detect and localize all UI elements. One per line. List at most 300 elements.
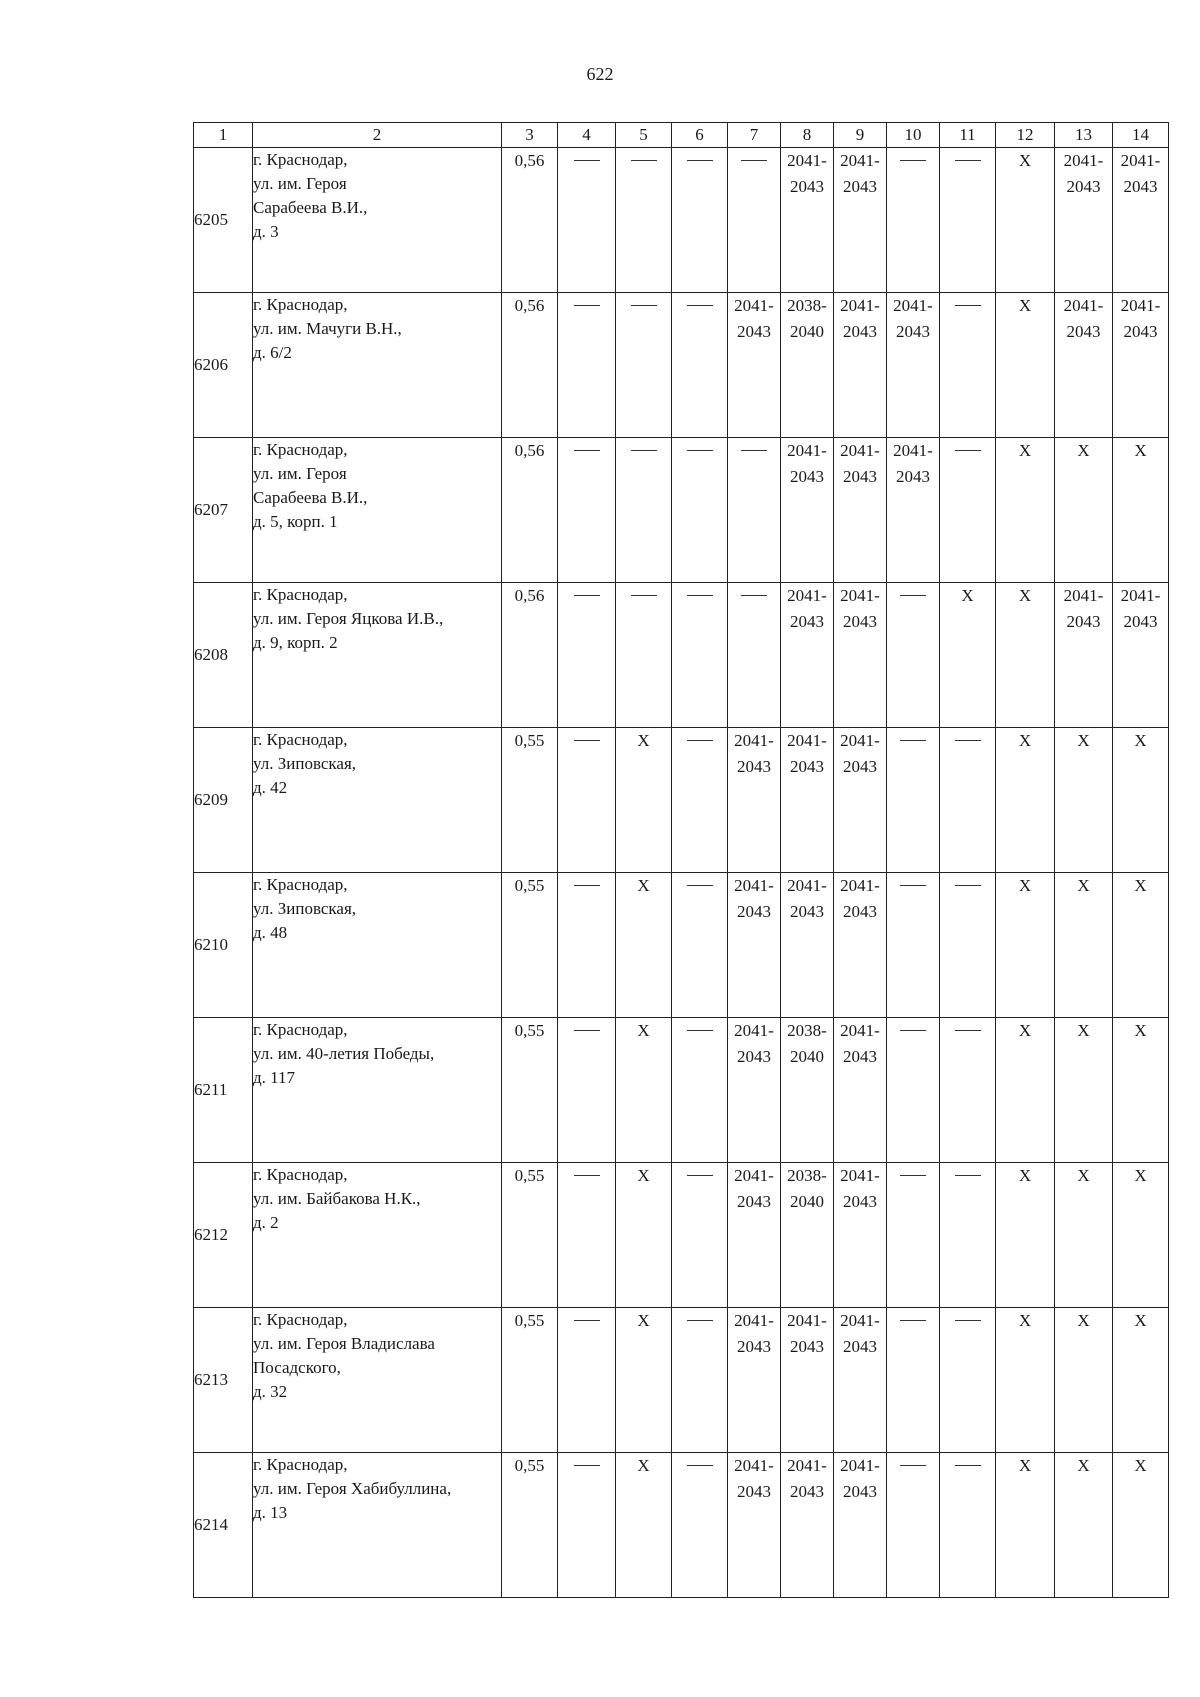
- mark-cell-col-11: X: [940, 583, 996, 728]
- mark-cell-col-12: X: [996, 873, 1055, 1018]
- empty-dash-cell-col-6: [672, 583, 728, 728]
- mark-cell-col-12: X: [996, 1163, 1055, 1308]
- mark-cell-col-13: X: [1055, 438, 1113, 583]
- mark-cell-col-12: X: [996, 293, 1055, 438]
- year-range-cell-col-14: [1113, 148, 1169, 293]
- year-range-cell-col-7: [728, 1018, 781, 1163]
- dash-mark: [574, 450, 600, 451]
- year-part: 2041-: [840, 441, 880, 460]
- dash-mark: [900, 740, 926, 741]
- empty-dash-cell-col-6: [672, 1163, 728, 1308]
- address-line: д. 32: [253, 1382, 288, 1401]
- column-header-10: 10: [887, 123, 940, 148]
- year-range-cell-col-8: [781, 293, 834, 438]
- mark-cell-col-14: X: [1113, 1018, 1169, 1163]
- dash-mark: [687, 885, 713, 886]
- dash-mark: [955, 740, 981, 741]
- year-part: 2043: [1123, 177, 1158, 196]
- column-header-12: 12: [996, 123, 1055, 148]
- dash-mark: [900, 595, 926, 596]
- year-range-cell-col-14: [1113, 583, 1169, 728]
- year-range-cell-col-9: [834, 873, 887, 1018]
- empty-dash-cell-col-5: [616, 438, 672, 583]
- address-line: д. 48: [253, 923, 288, 942]
- mark-cell-col-13: X: [1055, 1018, 1113, 1163]
- row-number: 6210: [194, 873, 253, 1018]
- address-cell: [253, 1163, 502, 1308]
- year-part: 2041-: [1120, 151, 1161, 170]
- address-line: ул. им. Героя Владислава: [253, 1334, 435, 1353]
- address-line: Сарабеева В.И.,: [253, 198, 368, 217]
- dash-mark: [574, 885, 600, 886]
- year-part: 2043: [896, 322, 930, 341]
- column-header-7: 7: [728, 123, 781, 148]
- dash-mark: [687, 305, 713, 306]
- year-range-cell-col-9: [834, 1163, 887, 1308]
- row-number: 6205: [194, 148, 253, 293]
- column-header-5: 5: [616, 123, 672, 148]
- year-part: 2041-: [734, 876, 774, 895]
- year-part: 2041-: [787, 441, 827, 460]
- table-row: [194, 148, 1169, 293]
- dash-mark: [687, 1030, 713, 1031]
- year-range-cell-col-8: [781, 873, 834, 1018]
- mark-cell-col-13: X: [1055, 1308, 1113, 1453]
- mark-cell-col-5: X: [616, 1308, 672, 1453]
- empty-dash-cell-col-6: [672, 293, 728, 438]
- table-row: [194, 1163, 1169, 1308]
- year-range-cell-col-8: [781, 728, 834, 873]
- year-part: 2043: [790, 902, 824, 921]
- year-part: 2041-: [787, 586, 827, 605]
- empty-dash-cell-col-4: [558, 438, 616, 583]
- mark-cell-col-14: X: [1113, 728, 1169, 873]
- year-part: 2043: [843, 177, 877, 196]
- dash-mark: [574, 1465, 600, 1466]
- dash-mark: [741, 160, 767, 161]
- empty-dash-cell-col-11: [940, 1163, 996, 1308]
- year-range-cell-col-8: [781, 1453, 834, 1598]
- year-part: 2043: [843, 1047, 877, 1066]
- row-number: 6214: [194, 1453, 253, 1598]
- coefficient-cell: 0,56: [502, 148, 558, 293]
- dash-mark: [687, 1175, 713, 1176]
- mark-cell-col-12: X: [996, 148, 1055, 293]
- year-part: 2043: [737, 322, 771, 341]
- mark-cell-col-12: X: [996, 1018, 1055, 1163]
- empty-dash-cell-col-10: [887, 873, 940, 1018]
- year-part: 2043: [1123, 612, 1158, 631]
- address-line: ул. им. 40-летия Победы,: [253, 1044, 435, 1063]
- year-part: 2038-: [787, 296, 827, 315]
- mark-cell-col-14: X: [1113, 1163, 1169, 1308]
- address-line: г. Краснодар,: [253, 730, 348, 749]
- empty-dash-cell-col-11: [940, 1453, 996, 1598]
- year-range-cell-col-8: [781, 1163, 834, 1308]
- mark-cell-col-12: X: [996, 438, 1055, 583]
- year-part: 2043: [843, 902, 877, 921]
- dash-mark: [955, 160, 981, 161]
- year-part: 2040: [790, 1047, 824, 1066]
- empty-dash-cell-col-4: [558, 293, 616, 438]
- year-part: 2041-: [734, 1311, 774, 1330]
- year-range-cell-col-14: [1113, 293, 1169, 438]
- column-header-6: 6: [672, 123, 728, 148]
- year-part: 2043: [843, 1192, 877, 1211]
- coefficient-cell: 0,55: [502, 728, 558, 873]
- year-range-cell-col-8: [781, 438, 834, 583]
- address-line: г. Краснодар,: [253, 150, 348, 169]
- address-cell: [253, 438, 502, 583]
- mark-cell-col-14: X: [1113, 1308, 1169, 1453]
- address-line: г. Краснодар,: [253, 1165, 348, 1184]
- address-cell: [253, 873, 502, 1018]
- year-part: 2043: [843, 467, 877, 486]
- dash-mark: [687, 1320, 713, 1321]
- year-range-cell-col-8: [781, 148, 834, 293]
- year-range-cell-col-9: [834, 148, 887, 293]
- column-header-14: 14: [1113, 123, 1169, 148]
- row-number: 6211: [194, 1018, 253, 1163]
- address-line: г. Краснодар,: [253, 1020, 348, 1039]
- year-range-cell-col-9: [834, 1453, 887, 1598]
- year-range-cell-col-9: [834, 728, 887, 873]
- year-range-cell-col-7: [728, 728, 781, 873]
- year-part: 2043: [737, 1482, 771, 1501]
- empty-dash-cell-col-11: [940, 1308, 996, 1453]
- empty-dash-cell-col-4: [558, 1453, 616, 1598]
- coefficient-cell: 0,56: [502, 583, 558, 728]
- year-part: 2041-: [787, 876, 827, 895]
- dash-mark: [631, 305, 657, 306]
- table-row: [194, 583, 1169, 728]
- empty-dash-cell-col-4: [558, 1308, 616, 1453]
- empty-dash-cell-col-11: [940, 438, 996, 583]
- empty-dash-cell-col-6: [672, 438, 728, 583]
- year-range-cell-col-13: [1055, 293, 1113, 438]
- address-line: ул. Зиповская,: [253, 754, 357, 773]
- address-line: ул. им. Героя Хабибуллина,: [253, 1479, 452, 1498]
- year-part: 2041-: [840, 731, 880, 750]
- year-part: 2043: [843, 612, 877, 631]
- page-number: 622: [586, 64, 614, 84]
- row-number: 6208: [194, 583, 253, 728]
- mark-cell-col-12: X: [996, 1453, 1055, 1598]
- dash-mark: [900, 160, 926, 161]
- address-line: ул. им. Героя Яцкова И.В.,: [253, 609, 444, 628]
- dash-mark: [574, 1320, 600, 1321]
- year-part: 2041-: [1120, 296, 1161, 315]
- year-part: 2043: [737, 1047, 771, 1066]
- empty-dash-cell-col-11: [940, 728, 996, 873]
- dash-mark: [955, 450, 981, 451]
- coefficient-cell: 0,56: [502, 438, 558, 583]
- address-line: г. Краснодар,: [253, 1455, 348, 1474]
- year-part: 2041-: [840, 586, 880, 605]
- empty-dash-cell-col-6: [672, 1453, 728, 1598]
- dash-mark: [574, 305, 600, 306]
- dash-mark: [574, 1175, 600, 1176]
- dash-mark: [955, 885, 981, 886]
- mark-cell-col-12: X: [996, 728, 1055, 873]
- address-cell: [253, 1453, 502, 1598]
- year-range-cell-col-10: [887, 438, 940, 583]
- table-body: [194, 148, 1169, 1598]
- coefficient-cell: 0,55: [502, 1163, 558, 1308]
- year-part: 2043: [737, 902, 771, 921]
- address-cell: [253, 728, 502, 873]
- address-line: д. 9, корп. 2: [253, 633, 338, 652]
- address-cell: [253, 148, 502, 293]
- empty-dash-cell-col-10: [887, 728, 940, 873]
- mark-cell-col-14: X: [1113, 438, 1169, 583]
- address-line: г. Краснодар,: [253, 875, 348, 894]
- dash-mark: [955, 1320, 981, 1321]
- row-number: 6213: [194, 1308, 253, 1453]
- year-part: 2041-: [787, 1456, 827, 1475]
- year-range-cell-col-13: [1055, 583, 1113, 728]
- year-part: 2043: [737, 1337, 771, 1356]
- address-line: Посадского,: [253, 1358, 341, 1377]
- year-range-cell-col-8: [781, 1308, 834, 1453]
- empty-dash-cell-col-10: [887, 1453, 940, 1598]
- column-header-1: 1: [194, 123, 253, 148]
- mark-cell-col-12: X: [996, 1308, 1055, 1453]
- table-row: [194, 873, 1169, 1018]
- year-range-cell-col-9: [834, 1018, 887, 1163]
- empty-dash-cell-col-6: [672, 873, 728, 1018]
- empty-dash-cell-col-7: [728, 583, 781, 728]
- address-line: д. 2: [253, 1213, 279, 1232]
- address-cell: [253, 583, 502, 728]
- year-part: 2041-: [840, 296, 880, 315]
- year-part: 2041-: [787, 151, 827, 170]
- address-cell: [253, 293, 502, 438]
- coefficient-cell: 0,55: [502, 873, 558, 1018]
- row-number: 6206: [194, 293, 253, 438]
- year-part: 2041-: [840, 876, 880, 895]
- coefficient-cell: 0,55: [502, 1308, 558, 1453]
- table-row: [194, 1453, 1169, 1598]
- empty-dash-cell-col-6: [672, 148, 728, 293]
- year-part: 2041-: [1120, 586, 1161, 605]
- address-line: г. Краснодар,: [253, 1310, 348, 1329]
- row-number: 6207: [194, 438, 253, 583]
- dash-mark: [741, 595, 767, 596]
- column-header-2: 2: [253, 123, 502, 148]
- empty-dash-cell-col-4: [558, 1163, 616, 1308]
- address-line: ул. Зиповская,: [253, 899, 357, 918]
- dash-mark: [900, 1030, 926, 1031]
- year-part: 2043: [737, 1192, 771, 1211]
- address-line: ул. им. Героя: [253, 174, 347, 193]
- coefficient-cell: 0,55: [502, 1453, 558, 1598]
- empty-dash-cell-col-10: [887, 583, 940, 728]
- empty-dash-cell-col-4: [558, 728, 616, 873]
- empty-dash-cell-col-5: [616, 148, 672, 293]
- year-part: 2043: [896, 467, 930, 486]
- year-part: 2041-: [787, 1311, 827, 1330]
- table-row: [194, 1308, 1169, 1453]
- address-line: д. 5, корп. 1: [253, 512, 338, 531]
- address-line: г. Краснодар,: [253, 440, 348, 459]
- empty-dash-cell-col-5: [616, 583, 672, 728]
- dash-mark: [955, 1175, 981, 1176]
- year-part: 2043: [790, 177, 824, 196]
- empty-dash-cell-col-4: [558, 583, 616, 728]
- year-part: 2040: [790, 1192, 824, 1211]
- year-part: 2038-: [787, 1021, 827, 1040]
- column-header-11: 11: [940, 123, 996, 148]
- address-cell: [253, 1308, 502, 1453]
- mark-cell-col-5: X: [616, 1018, 672, 1163]
- dash-mark: [574, 160, 600, 161]
- year-part: 2041-: [734, 1456, 774, 1475]
- year-range-cell-col-9: [834, 293, 887, 438]
- mark-cell-col-13: X: [1055, 1163, 1113, 1308]
- table-row: [194, 293, 1169, 438]
- year-part: 2043: [790, 1482, 824, 1501]
- dash-mark: [900, 1320, 926, 1321]
- dash-mark: [955, 305, 981, 306]
- year-part: 2043: [790, 612, 824, 631]
- year-range-cell-col-7: [728, 873, 781, 1018]
- empty-dash-cell-col-11: [940, 873, 996, 1018]
- address-line: д. 3: [253, 222, 279, 241]
- year-part: 2041-: [734, 1021, 774, 1040]
- dash-mark: [631, 595, 657, 596]
- empty-dash-cell-col-5: [616, 293, 672, 438]
- mark-cell-col-5: X: [616, 873, 672, 1018]
- empty-dash-cell-col-7: [728, 438, 781, 583]
- year-part: 2043: [790, 1337, 824, 1356]
- year-part: 2043: [790, 467, 824, 486]
- column-header-3: 3: [502, 123, 558, 148]
- dash-mark: [687, 1465, 713, 1466]
- table-row: [194, 728, 1169, 873]
- year-part: 2043: [1066, 322, 1101, 341]
- year-part: 2043: [843, 1482, 877, 1501]
- empty-dash-cell-col-11: [940, 1018, 996, 1163]
- mark-cell-col-13: X: [1055, 728, 1113, 873]
- year-part: 2041-: [1063, 586, 1104, 605]
- empty-dash-cell-col-11: [940, 293, 996, 438]
- year-part: 2041-: [734, 296, 774, 315]
- mark-cell-col-5: X: [616, 728, 672, 873]
- year-part: 2041-: [893, 441, 933, 460]
- year-part: 2038-: [787, 1166, 827, 1185]
- address-cell: [253, 1018, 502, 1163]
- address-line: г. Краснодар,: [253, 585, 348, 604]
- column-header-13: 13: [1055, 123, 1113, 148]
- year-part: 2043: [737, 757, 771, 776]
- column-header-4: 4: [558, 123, 616, 148]
- mark-cell-col-13: X: [1055, 1453, 1113, 1598]
- dash-mark: [955, 1465, 981, 1466]
- table-row: [194, 438, 1169, 583]
- dash-mark: [900, 1175, 926, 1176]
- dash-mark: [687, 740, 713, 741]
- year-range-cell-col-7: [728, 1163, 781, 1308]
- year-part: 2041-: [1063, 296, 1104, 315]
- year-part: 2041-: [893, 296, 933, 315]
- dash-mark: [574, 1030, 600, 1031]
- year-range-cell-col-9: [834, 1308, 887, 1453]
- dash-mark: [687, 595, 713, 596]
- address-line: ул. им. Героя: [253, 464, 347, 483]
- address-line: г. Краснодар,: [253, 295, 348, 314]
- year-part: 2043: [1066, 612, 1101, 631]
- year-part: 2043: [1123, 322, 1158, 341]
- year-range-cell-col-8: [781, 583, 834, 728]
- empty-dash-cell-col-10: [887, 1308, 940, 1453]
- year-part: 2041-: [840, 1021, 880, 1040]
- row-number: 6209: [194, 728, 253, 873]
- address-line: ул. им. Байбакова Н.К.,: [253, 1189, 421, 1208]
- dash-mark: [741, 450, 767, 451]
- year-part: 2043: [1066, 177, 1101, 196]
- year-part: 2041-: [734, 1166, 774, 1185]
- dash-mark: [574, 740, 600, 741]
- year-part: 2043: [790, 757, 824, 776]
- dash-mark: [900, 885, 926, 886]
- year-range-cell-col-9: [834, 583, 887, 728]
- empty-dash-cell-col-6: [672, 1018, 728, 1163]
- column-header-8: 8: [781, 123, 834, 148]
- coefficient-cell: 0,55: [502, 1018, 558, 1163]
- table-row: [194, 1018, 1169, 1163]
- year-range-cell-col-7: [728, 1453, 781, 1598]
- address-line: Сарабеева В.И.,: [253, 488, 368, 507]
- year-range-cell-col-7: [728, 1308, 781, 1453]
- address-line: д. 42: [253, 778, 288, 797]
- header-row: [194, 123, 1169, 148]
- register-table: [193, 122, 1169, 1598]
- year-part: 2043: [843, 757, 877, 776]
- year-range-cell-col-9: [834, 438, 887, 583]
- empty-dash-cell-col-10: [887, 1163, 940, 1308]
- column-header-9: 9: [834, 123, 887, 148]
- year-part: 2041-: [840, 1166, 880, 1185]
- empty-dash-cell-col-4: [558, 148, 616, 293]
- dash-mark: [631, 450, 657, 451]
- year-part: 2041-: [787, 731, 827, 750]
- year-part: 2043: [843, 322, 877, 341]
- empty-dash-cell-col-4: [558, 1018, 616, 1163]
- mark-cell-col-5: X: [616, 1453, 672, 1598]
- empty-dash-cell-col-11: [940, 148, 996, 293]
- mark-cell-col-5: X: [616, 1163, 672, 1308]
- year-part: 2041-: [1063, 151, 1104, 170]
- year-part: 2041-: [840, 1456, 880, 1475]
- dash-mark: [900, 1465, 926, 1466]
- year-range-cell-col-8: [781, 1018, 834, 1163]
- address-line: д. 6/2: [253, 343, 292, 362]
- dash-mark: [631, 160, 657, 161]
- dash-mark: [687, 450, 713, 451]
- address-line: ул. им. Мачуги В.Н.,: [253, 319, 402, 338]
- row-number: 6212: [194, 1163, 253, 1308]
- mark-cell-col-14: X: [1113, 1453, 1169, 1598]
- dash-mark: [687, 160, 713, 161]
- empty-dash-cell-col-4: [558, 873, 616, 1018]
- year-range-cell-col-10: [887, 293, 940, 438]
- year-range-cell-col-7: [728, 293, 781, 438]
- year-part: 2041-: [840, 151, 880, 170]
- mark-cell-col-14: X: [1113, 873, 1169, 1018]
- year-part: 2043: [843, 1337, 877, 1356]
- empty-dash-cell-col-6: [672, 728, 728, 873]
